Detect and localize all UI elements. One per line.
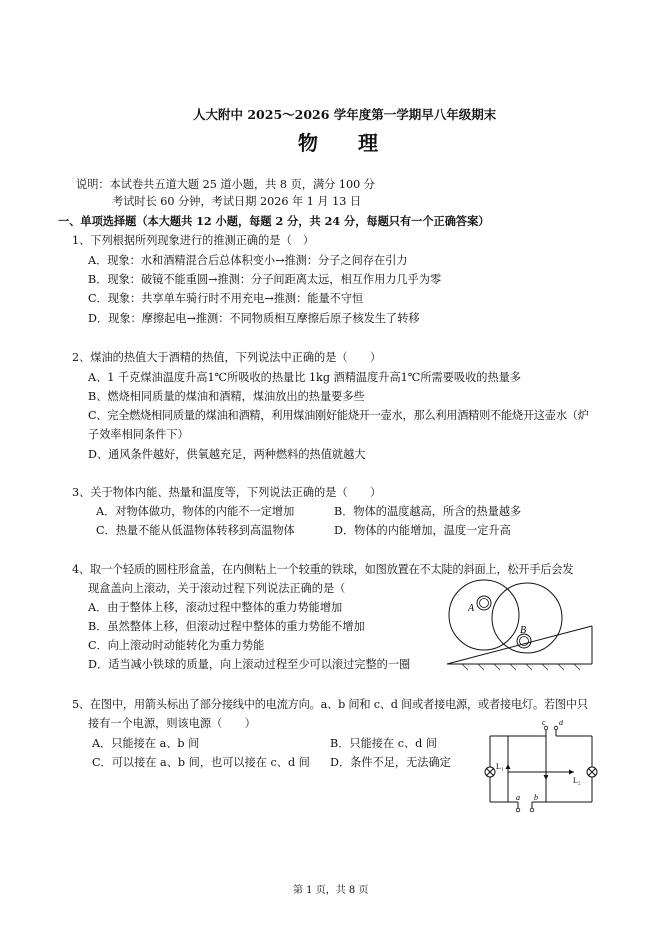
question-2-option-c-line-2: 子效率相同条件下） bbox=[88, 428, 189, 441]
question-2-stem: 2、煤油的热值大于酒精的热值，下列说法中正确的是（ ） bbox=[72, 351, 382, 364]
question-2-option-d: D、通风条件越好，供氧越充足，两种燃料的热值就越大 bbox=[88, 448, 366, 461]
question-2-option-b: B、燃烧相同质量的煤油和酒精，煤油放出的热量要多些 bbox=[88, 390, 365, 403]
question-4-stem-line-1: 4、取一个轻质的圆柱形盒盖，在内侧粘上一个较重的铁球，如图放置在不太陡的斜面上，松开手后会发 bbox=[72, 563, 574, 576]
question-1-option-d: D．现象：摩擦起电→推测：不同物质相互摩擦后原子核发生了转移 bbox=[88, 312, 420, 325]
label-b: B bbox=[520, 625, 527, 636]
page-number: 第 1 页，共 8 页 bbox=[293, 885, 369, 896]
question-5-stem-line-1: 5、在图中，用箭头标出了部分接线中的电流方向。a、b 间和 c、d 间或者接电源，或者接电灯。若图中只 bbox=[72, 698, 588, 711]
label-d: d bbox=[559, 720, 563, 727]
terminal-b bbox=[530, 808, 534, 812]
question-3-option-b: B．物体的温度越高，所含的热量越多 bbox=[334, 505, 522, 518]
cylinder-a bbox=[449, 580, 519, 650]
question-1-stem: 1、下列根据所列现象进行的推测正确的是（ ） bbox=[72, 234, 315, 247]
question-1-option-a: A．现象：水和酒精混合后总体积变小→推测：分子之间存在引力 bbox=[88, 254, 408, 267]
question-5-option-a: A．只能接在 a、b 间 bbox=[92, 737, 200, 750]
label-a: A bbox=[468, 603, 475, 614]
cylinder-b bbox=[492, 583, 562, 653]
terminal-d bbox=[554, 726, 558, 730]
current-arrow-left-icon bbox=[506, 764, 511, 769]
current-arrow-middle-icon bbox=[569, 770, 574, 775]
instructions-line-1: 说明：本试卷共五道大题 25 道小题，共 8 页，满分 100 分 bbox=[76, 178, 375, 191]
question-3-option-a: A．对物体做功，物体的内能不一定增加 bbox=[96, 505, 295, 518]
question-4-option-c: C．向上滚动时动能转化为重力势能 bbox=[88, 639, 265, 652]
instructions-line-2: 考试时长 60 分钟，考试日期 2026 年 1 月 13 日 bbox=[112, 195, 362, 208]
label-l1: L₁ bbox=[496, 762, 504, 771]
question-2-option-c-line-1: C、完全燃烧相同质量的煤油和酒精，利用煤油刚好能烧开一壶水，那么利用酒精则不能烧开这壶水（炉 bbox=[88, 409, 589, 422]
incline-hatching bbox=[462, 664, 580, 670]
question-1-option-c: C．现象：共享单车骑行时不用充电→推测：能量不守恒 bbox=[88, 292, 364, 305]
question-4-stem-line-2: 现盒盖向上滚动，关于滚动过程下列说法正确的是（ bbox=[88, 582, 346, 595]
question-4-option-a: A．由于整体上移，滚动过程中整体的重力势能增加 bbox=[88, 601, 343, 614]
ball-b-outer bbox=[517, 634, 531, 648]
question-5-stem-line-2: 接有一个电源，则该电源（ ） bbox=[88, 717, 256, 730]
question-3-option-d: D．物体的内能增加，温度一定升高 bbox=[334, 524, 511, 537]
question-3-option-c: C．热量不能从低温物体转移到高温物体 bbox=[96, 524, 295, 537]
circuit-figure bbox=[476, 720, 616, 818]
subject-title: 物 理 bbox=[298, 131, 388, 155]
question-5-option-d: D．条件不足，无法确定 bbox=[330, 756, 451, 769]
exam-title: 人大附中 2025～2026 学年度第一学期早八年级期末 bbox=[193, 107, 497, 122]
section-1-title: 一、单项选择题（本大题共 12 小题，每题 2 分，共 24 分，每题只有一个正确答案） bbox=[58, 214, 490, 228]
terminal-a bbox=[516, 808, 520, 812]
label-l2: L₂ bbox=[573, 776, 581, 785]
current-arrow-right-icon bbox=[544, 775, 549, 780]
label-c: c bbox=[542, 720, 546, 727]
label-b: b bbox=[534, 793, 538, 802]
question-3-stem: 3、关于物体内能、热量和温度等，下列说法正确的是（ ） bbox=[72, 486, 382, 499]
incline-cylinder-figure bbox=[442, 578, 622, 683]
question-5-option-b: B．只能接在 c、d 间 bbox=[330, 737, 438, 750]
question-2-option-a: A、1 千克煤油温度升高1℃所吸收的热量比 1kg 酒精温度升高1℃所需要吸收的热量多 bbox=[88, 371, 522, 384]
question-1-option-b: B．现象：破镜不能重圆→推测：分子间距离太远，相互作用力几乎为零 bbox=[88, 273, 442, 286]
question-5-option-c: C．可以接在 a、b 间，也可以接在 c、d 间 bbox=[92, 756, 310, 769]
question-4-option-d: D．适当减小铁球的质量，向上滚动过程至少可以滚过完整的一圈 bbox=[88, 658, 411, 671]
question-4-option-b: B．虽然整体上移，但滚动过程中整体的重力势能不增加 bbox=[88, 620, 365, 633]
ball-a-inner bbox=[480, 599, 489, 608]
label-a: a bbox=[516, 793, 520, 802]
